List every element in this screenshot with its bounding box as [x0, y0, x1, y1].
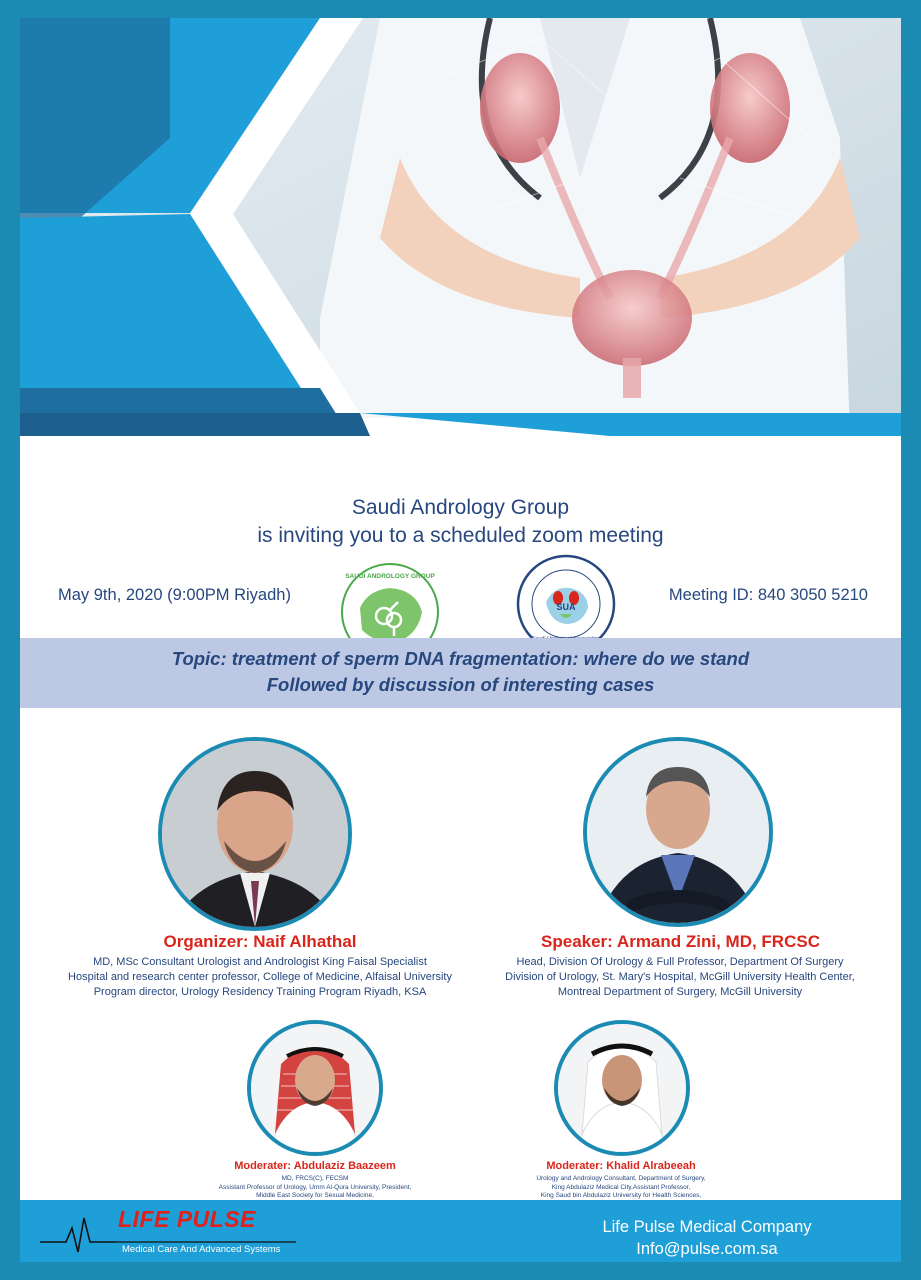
- meeting-date: May 9th, 2020 (9:00PM Riyadh): [58, 586, 291, 604]
- organizer-credential-line: Program director, Urology Residency Training Program Riyadh, KSA: [93, 986, 427, 998]
- brand-name: LIFE PULSE: [118, 1206, 256, 1232]
- moderator1-credential-line: MD, FRCS(C), FECSM: [281, 1175, 349, 1182]
- company-email[interactable]: Info@pulse.com.sa: [636, 1240, 778, 1258]
- topic-title: Topic: treatment of sperm DNA fragmentation: where do we stand: [171, 648, 750, 669]
- invitation-subtitle: is inviting you to a scheduled zoom meeting: [257, 524, 664, 547]
- organizer-credentials: [40, 955, 480, 1000]
- speaker-credentials: [460, 955, 900, 1000]
- svg-text:SAUDI ANDROLOGY GROUP: SAUDI ANDROLOGY GROUP: [345, 573, 435, 580]
- moderator2-credential-line: King Abdulaziz Medical City,Assistant Professor,: [551, 1183, 691, 1191]
- organizer-credential-line: MD, MSc Consultant Urologist and Andrologist King Faisal Specialist: [93, 956, 427, 968]
- moderator2-credential-line: Urology and Andrology Consultant, Department of Surgery,: [536, 1175, 706, 1182]
- company-name: Life Pulse Medical Company: [602, 1218, 812, 1236]
- moderator2-portrait: [554, 1020, 690, 1156]
- moderator2-credential-line: King Saud bin Abdulaziz University for Health Sciences,: [540, 1192, 702, 1200]
- brand-tagline: Medical Care And Advanced Systems: [122, 1244, 281, 1255]
- speaker-credential-line: Head, Division Of Urology & Full Professor, Department Of Surgery: [516, 956, 844, 968]
- organizer-credential-line: Hospital and research center professor, College of Medicine, Alfaisal University: [68, 971, 452, 983]
- speaker-credential-line: Division of Urology, St. Mary's Hospital, McGill University Health Center,: [505, 971, 855, 983]
- speaker-name: Speaker: Armand Zini, MD, FRCSC: [541, 932, 820, 951]
- organizer-portrait: [158, 737, 352, 931]
- speaker-portrait: [583, 737, 773, 927]
- organizer-name: Organizer: Naif Alhathal: [163, 932, 357, 951]
- moderator2-name: Moderater: Khalid Alrabeeah: [546, 1160, 696, 1172]
- meeting-id: Meeting ID: 840 3050 5210: [668, 586, 868, 604]
- hero-illustration: [20, 18, 901, 468]
- speaker-credential-line: Montreal Department of Surgery, McGill University: [557, 986, 803, 998]
- invitation-section: [20, 468, 901, 638]
- moderator1-credential-line: Assistant Professor of Urology, Umm Al-Qura University, President,: [218, 1183, 412, 1191]
- topic-band: [20, 638, 901, 708]
- poster-card: [20, 18, 901, 1262]
- moderator1-portrait: [247, 1020, 383, 1156]
- topic-followup: Followed by discussion of interesting cases: [266, 674, 655, 695]
- hero-banner: [20, 18, 901, 468]
- moderator1-credential-line: Middle East Society for Sexual Medicine,: [256, 1192, 374, 1200]
- svg-text:SUA: SUA: [556, 602, 576, 612]
- moderator1-name: Moderater: Abdulaziz Baazeem: [234, 1160, 396, 1172]
- invitation-title: Saudi Andrology Group: [351, 496, 570, 519]
